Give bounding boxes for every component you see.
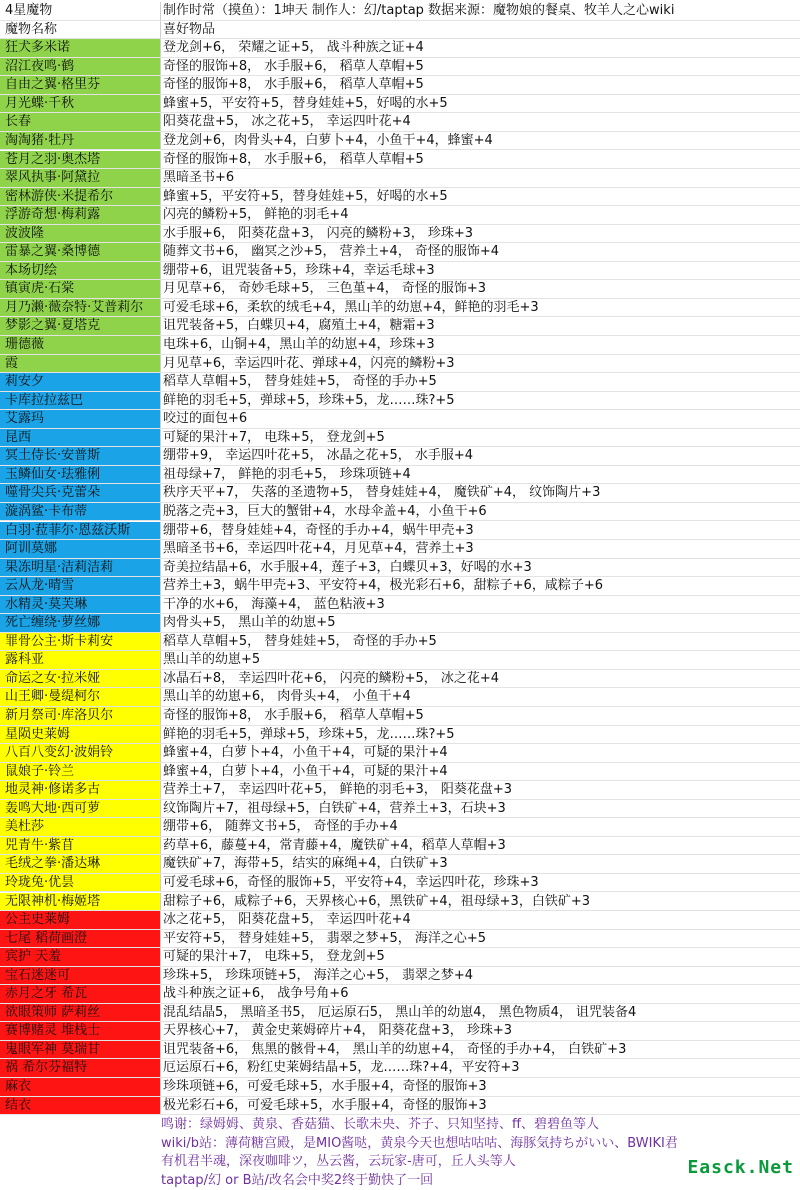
table-row [0,1097,800,1116]
favorite-items: 肉骨头+5， 黑山羊的幼崽+5 [163,615,336,631]
monster-name: 长春 [0,113,161,131]
table-row [0,930,800,949]
monster-name: 艾露玛 [0,410,161,428]
table-row [0,670,800,689]
favorite-items: 登龙剑+6，肉骨头+4，白萝卜+4，小鱼干+4，蜂蜜+4 [163,132,493,148]
table-row [0,522,800,541]
monster-name: 新月祭司·库洛贝尔 [0,707,161,725]
table-row [0,540,800,559]
favorite-items: 奇美拉结晶+6，水手服+4，莲子+3，白蝶贝+3，好喝的水+3 [163,559,532,575]
favorite-items: 极光彩石+6，可爱毛球+5，水手服+4，奇怪的服饰+3 [163,1097,487,1113]
table-row [0,169,800,188]
title-row [0,2,800,21]
favorite-items: 可爱毛球+6，柔软的绒毛+4，黑山羊的幼崽+4，鲜艳的羽毛+3 [163,299,539,315]
monster-name: 山王卿·曼缇柯尔 [0,688,161,706]
monster-name: 月光蝶·千秋 [0,95,161,113]
table-row [0,596,800,615]
monster-name: 玲珑兔·优昙 [0,874,161,892]
favorite-items: 黑山羊的幼崽+6， 肉骨头+4， 小鱼干+4 [163,689,411,705]
favorite-items: 珍珠+5， 珍珠项链+5， 海洋之心+5， 翡翠之梦+4 [163,967,474,983]
monster-name: 果冻明星·洁莉洁莉 [0,559,161,577]
table-row [0,985,800,1004]
favorite-items: 绷带+6，诅咒装备+5，珍珠+4，幸运毛球+3 [163,262,435,278]
table-row [0,39,800,58]
monster-name: 欲眼策师 萨莉丝 [0,1004,161,1022]
monster-name: 淘淘猪·牡丹 [0,132,161,150]
table-row [0,262,800,281]
favorite-items: 战斗种族之证+6， 战争号角+6 [163,986,349,1002]
favorite-items: 水手服+6， 阳葵花盘+3， 闪亮的鳞粉+3， 珍珠+3 [163,225,474,241]
favorite-items: 药草+6，藤蔓+4，常青藤+4，魔铁矿+4，稻草人草帽+3 [163,837,506,853]
favorite-items: 蜂蜜+4，白萝卜+4，小鱼干+4，可疑的果汁+4 [163,745,448,761]
table-row [0,893,800,912]
table-row [0,447,800,466]
monster-name: 雷暴之翼·桑博德 [0,243,161,261]
monster-name: 结衣 [0,1097,161,1115]
monster-name: 梦影之翼·夏塔克 [0,317,161,335]
monster-name: 本场切绘 [0,262,161,280]
monster-name: 公主史莱姆 [0,911,161,929]
watermark: Easck.Net [687,1157,794,1178]
favorite-items: 干净的水+6， 海藻+4， 蓝色粘液+3 [163,596,385,612]
table-row [0,151,800,170]
table-row [0,1059,800,1078]
table-row [0,614,800,633]
favorite-items: 鲜艳的羽毛+5，弹球+5，珍珠+5，龙……珠?+5 [163,392,455,408]
table-row [0,707,800,726]
table-row [0,484,800,503]
table-row [0,688,800,707]
table-row [0,336,800,355]
favorite-items: 鲜艳的羽毛+5，弹球+5，珍珠+5，龙……珠?+5 [163,726,455,742]
table-row [0,818,800,837]
table-row [0,911,800,930]
monster-name: 轰鸣大地·西可萝 [0,800,161,818]
monster-name: 波波隆 [0,225,161,243]
table-row [0,1041,800,1060]
column-header-items: 喜好物品 [163,21,216,37]
monster-name: 卡库拉拉兹巴 [0,392,161,410]
monster-name: 苍月之羽·奥杰塔 [0,151,161,169]
monster-name: 露科亚 [0,651,161,669]
favorite-items: 奇怪的服饰+8， 水手服+6， 稻草人草帽+5 [163,708,424,723]
favorite-items: 奇怪的服饰+8， 水手服+6， 稻草人草帽+5 [163,77,424,93]
table-row [0,410,800,429]
favorite-items: 阳葵花盘+5， 冰之花+5， 幸运四叶花+4 [163,114,411,130]
monster-name: 毛绒之拳·潘达琳 [0,855,161,873]
favorite-items: 咬过的面包+6 [163,411,248,427]
favorite-items: 诅咒装备+6， 焦黑的骸骨+4， 黑山羊的幼崽+4， 奇怪的手办+4， 白铁矿+3 [163,1041,627,1057]
monster-name: 翠风执事·阿黛拉 [0,169,161,187]
table-row [0,76,800,95]
favorite-items: 稻草人草帽+5， 替身娃娃+5， 奇怪的手办+5 [163,374,437,390]
table-row [0,243,800,262]
favorite-items: 秩序天平+7， 失落的圣遗物+5， 替身娃娃+4， 魔铁矿+4， 纹饰陶片+3 [163,485,601,501]
monster-name: 水精灵·莫芙琳 [0,596,161,614]
favorite-items: 黑山羊的幼崽+5 [163,652,261,668]
favorite-items: 纹饰陶片+7，祖母绿+5，白铁矿+4，营养土+3，石块+3 [163,800,506,816]
monster-name: 白羽·菈菲尔·恩兹沃斯 [0,522,161,540]
monster-name: 自由之翼·格里芬 [0,76,161,94]
monster-name: 浮游奇想·梅莉露 [0,206,161,224]
monster-name: 密林游侠·米提希尔 [0,188,161,206]
monster-name: 珊德薇 [0,336,161,354]
table-row [0,225,800,244]
monster-name: 冥土侍长·安普斯 [0,447,161,465]
table-row [0,355,800,374]
table-row [0,744,800,763]
monster-name: 赤月之牙 希瓦 [0,985,161,1003]
table-row [0,577,800,596]
table-row [0,113,800,132]
table-row [0,1022,800,1041]
favorite-items: 蜂蜜+5，平安符+5，替身娃娃+5，好喝的水+5 [163,188,448,204]
favorite-items: 随葬文书+6， 幽冥之沙+5， 营养土+4， 奇怪的服饰+4 [163,244,500,260]
monster-name: 死亡缠绕·萝丝娜 [0,614,161,632]
monster-name: 月乃濑·薇奈特·艾普莉尔 [0,299,161,317]
column-header-row [0,21,800,40]
favorite-items: 天界核心+7， 黄金史莱姆碎片+4， 阳葵花盘+3， 珍珠+3 [163,1023,513,1039]
table-row [0,299,800,318]
favorite-items: 绷带+6， 随葬文书+5， 奇怪的手办+4 [163,819,398,835]
table-row [0,837,800,856]
table-row [0,280,800,299]
monster-name: 莉安夕 [0,373,161,391]
monster-name: 阿训莫娜 [0,540,161,558]
table-row [0,559,800,578]
table-row [0,651,800,670]
monster-name: 祸 希尔芬福特 [0,1059,161,1077]
favorite-items: 脱落之壳+3，巨大的蟹钳+4，水母伞盖+4，小鱼干+6 [163,503,487,519]
table-row [0,429,800,448]
monster-name: 镇寅虎·石棠 [0,280,161,298]
table-row [0,95,800,114]
table-row [0,188,800,207]
favorite-items: 黑暗圣书+6，幸运四叶花+4，月见草+4，营养土+3 [163,541,474,557]
favorite-items: 登龙剑+6， 荣耀之证+5， 战斗种族之证+4 [163,40,424,56]
favorite-items: 绷带+9， 幸运四叶花+5， 冰晶之花+5， 水手服+4 [163,448,474,464]
favorite-items: 可爱毛球+6，奇怪的服饰+5，平安符+4，幸运四叶花，珍珠+3 [163,874,539,890]
favorite-items: 珍珠项链+6，可爱毛球+5，水手服+4，奇怪的服饰+3 [163,1079,487,1094]
favorite-items: 电珠+6，山铜+4，黑山羊的幼崽+4，珍珠+3 [163,337,435,352]
monster-name: 宝石迷迷可 [0,967,161,985]
table-row [0,967,800,986]
favorite-items: 黑暗圣书+6 [163,170,235,186]
monster-name: 麻衣 [0,1078,161,1096]
favorite-items: 蜂蜜+5，平安符+5，替身娃娃+5，好喝的水+5 [163,95,448,111]
favorite-items: 混乱结晶5， 黑暗圣书5， 厄运原石5， 黑山羊的幼崽4， 黑色物质4， 诅咒装备4 [163,1004,637,1020]
credit-note: wiki/b站：薄荷糖宫殿，是MIO酱哒，黄泉今天也想咕咕咕、海豚気持ちがいい、BWIKI君 [161,1135,678,1151]
table-row [0,855,800,874]
monster-name: 狂犬多米诺 [0,39,161,57]
monster-name: 命运之女·拉米娅 [0,670,161,688]
monster-name: 七尾 稻荷画澄 [0,930,161,948]
table-row [0,800,800,819]
table-row [0,874,800,893]
monster-name: 玉鳞仙女·珐雅俐 [0,466,161,484]
table-row [0,466,800,485]
credit-note: 有机君半魂，深夜咖啡ツ，丛云酱，云玩家-唐可，丘人头等人 [161,1154,516,1170]
favorite-items: 魔铁矿+7，海带+5，结实的麻绳+4，白铁矿+3 [163,856,448,872]
table-row [0,503,800,522]
favorite-items: 平安符+5， 替身娃娃+5， 翡翠之梦+5， 海洋之心+5 [163,930,487,946]
favorite-items: 奇怪的服饰+8， 水手服+6， 稻草人草帽+5 [163,151,424,167]
favorite-items: 甜粽子+6，咸粽子+6，天界核心+6，黑铁矿+4，祖母绿+3，白铁矿+3 [163,893,590,909]
favorite-items: 诅咒装备+5，白蝶贝+4，腐殖土+4，糖霜+3 [163,318,435,334]
table-row [0,392,800,411]
table-row [0,948,800,967]
monster-name: 地灵神·修诺多古 [0,781,161,799]
favorite-items: 祖母绿+7， 鲜艳的羽毛+5， 珍珠项链+4 [163,466,411,482]
monster-name: 罪骨公主·斯卡莉安 [0,633,161,651]
monster-name: 宾护 天羞 [0,948,161,966]
monster-name: 霞 [0,355,161,373]
column-header-name: 魔物名称 [0,21,161,39]
credit-note: 鸣谢：绿姆姆、黄泉、香菇猫、长歌未央、芥子、只知坚持、ff、碧碧鱼等人 [161,1117,599,1133]
favorite-items: 可疑的果汁+7， 电珠+5， 登龙剑+5 [163,949,385,965]
favorite-items: 闪亮的鳞粉+5， 鲜艳的羽毛+4 [163,207,349,223]
table-row [0,373,800,392]
monster-name: 昆西 [0,429,161,447]
monster-name: 云从龙·晴雪 [0,577,161,595]
table-row [0,633,800,652]
favorite-items: 蜂蜜+4，白萝卜+4，小鱼干+4，可疑的果汁+4 [163,763,448,779]
favorite-items: 奇怪的服饰+8， 水手服+6， 稻草人草帽+5 [163,58,424,74]
monster-name: 漩涡鲨·卡布蒂 [0,503,161,521]
monster-name: 鼠娘子·铃兰 [0,763,161,781]
table-row [0,1078,800,1097]
monster-name: 八百八变幻·波娟铃 [0,744,161,762]
favorite-items: 营养土+3，蜗牛甲壳+3、平安符+4，极光彩石+6，甜粽子+6，咸粽子+6 [163,578,603,594]
monster-name: 无限神机·梅姬塔 [0,893,161,911]
table-row [0,781,800,800]
monster-name: 星陨史莱姆 [0,726,161,744]
credit-note: taptap/幻 or B站/改名会中奖2终于勤快了一回 [161,1172,434,1188]
table-row [0,763,800,782]
favorite-items: 冰之花+5， 阳葵花盘+5， 幸运四叶花+4 [163,912,411,928]
monster-name: 兕青牛·紫苜 [0,837,161,855]
monster-name: 鬼眼军神 莫瑞甘 [0,1041,161,1059]
monster-name: 赛博赌灵 堆栈士 [0,1022,161,1040]
favorite-items: 营养土+7， 幸运四叶花+5， 鲜艳的羽毛+3， 阳葵花盘+3 [163,782,513,798]
table-row [0,1004,800,1023]
credits-line: 制作时常（摸鱼）：1坤天 制作人：幻/taptap 数据来源：魔物娘的餐桌、牧羊人之心wiki [163,3,675,18]
monster-name: 沼江夜鸣·鹤 [0,58,161,76]
monster-name: 美杜莎 [0,818,161,836]
favorite-items: 厄运原石+6，粉红史莱姆结晶+5，龙……珠?+4，平安符+3 [163,1060,520,1076]
favorite-items: 冰晶石+8， 幸运四叶花+6， 闪亮的鳞粉+5， 冰之花+4 [163,670,500,686]
table-row [0,317,800,336]
favorite-items: 月见草+6， 奇妙毛球+5， 三色堇+4， 奇怪的服饰+3 [163,281,487,297]
favorite-items: 稻草人草帽+5， 替身娃娃+5， 奇怪的手办+5 [163,633,437,649]
sheet-title: 4星魔物 [0,2,161,20]
monster-name: 噬骨尖兵·克蕾朵 [0,484,161,502]
favorite-items: 可疑的果汁+7， 电珠+5， 登龙剑+5 [163,429,385,445]
table-row [0,206,800,225]
favorite-items: 月见草+6，幸运四叶花、弹球+4，闪亮的鳞粉+3 [163,355,455,371]
table-row [0,58,800,77]
table-row [0,132,800,151]
favorite-items: 绷带+6，替身娃娃+4，奇怪的手办+4，蜗牛甲壳+3 [163,522,474,538]
table-row [0,726,800,745]
